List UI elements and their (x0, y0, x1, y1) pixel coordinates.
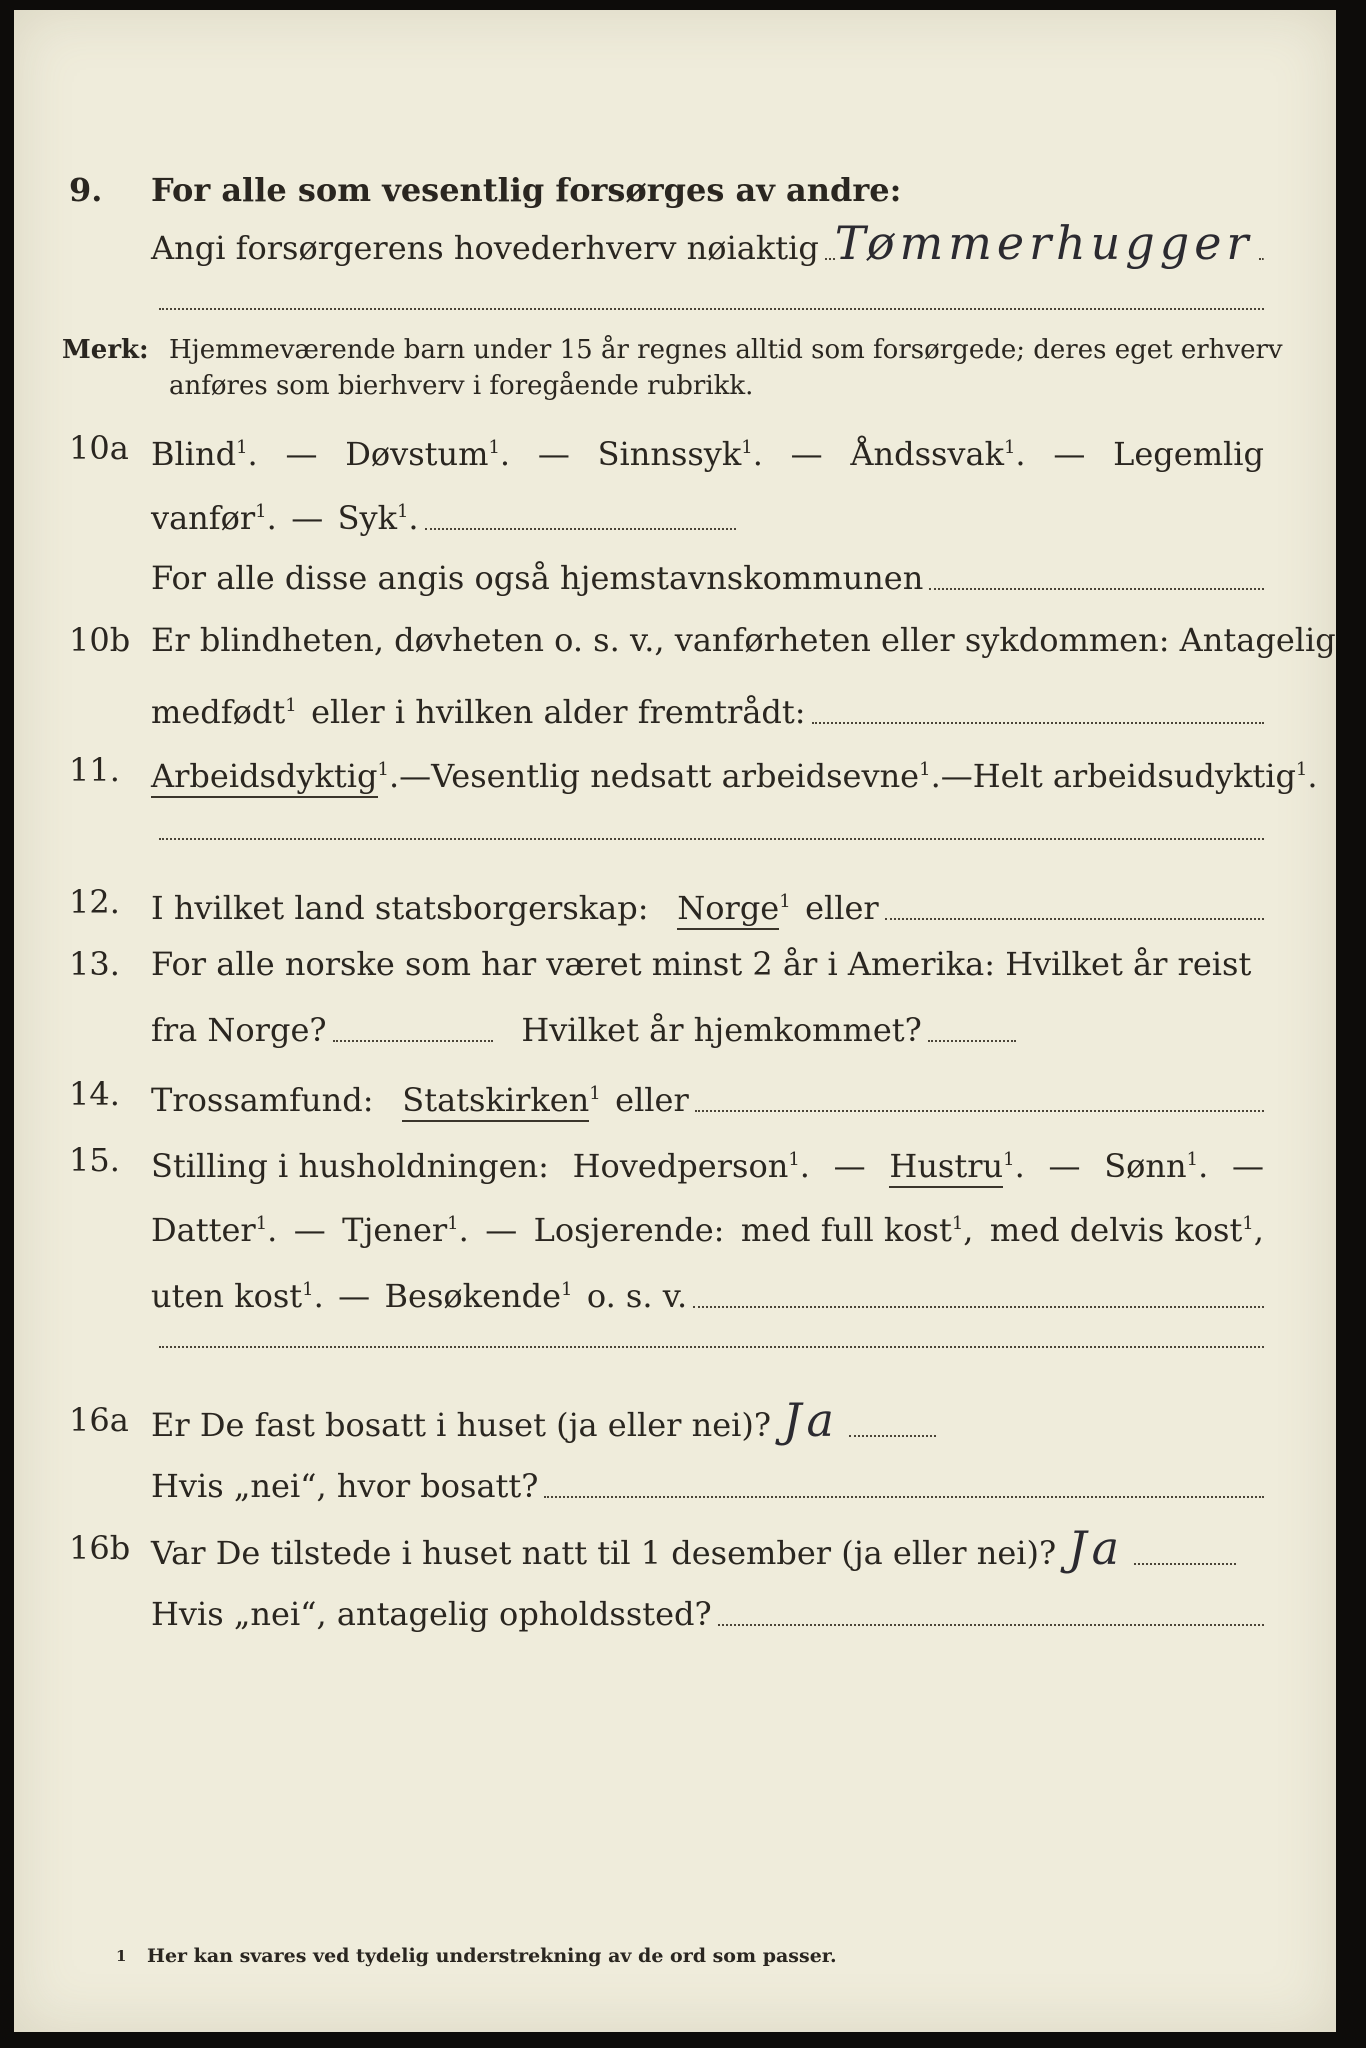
opt-besokende (385, 1270, 573, 1316)
text-segment: Blind (151, 435, 237, 473)
dotted-fill-line (695, 1110, 1264, 1112)
q9-number: 9. (69, 171, 103, 209)
footnote-superscript: 1 (377, 759, 389, 780)
q16a-hvis-nei: Hvis „nei“, hvor bosatt? (151, 1467, 539, 1505)
note-line-2: anføres som bierhverv i foregående rubrikk. (169, 371, 754, 401)
opt-vanfor: vanfør$^1$. (151, 499, 277, 537)
opt-andssvak: Åndssvak$^1$. (850, 435, 1026, 473)
opt-legemlig: Legemlig (1113, 435, 1264, 473)
opt-full-kost: med full kost$^1$, (740, 1211, 974, 1249)
text-segment: med delvis kost (989, 1211, 1243, 1249)
q15-prompt: Stilling i husholdningen: (151, 1147, 549, 1185)
q10a-number: 10a (69, 429, 129, 467)
text-segment: Åndssvak (850, 435, 1004, 473)
footnote-superscript: 1 (779, 891, 791, 912)
footnote-superscript: 1 (1295, 759, 1308, 780)
opt-tjener: Tjener$^1$. (342, 1211, 469, 1249)
dotted-fill-line (1134, 1563, 1236, 1565)
opt-blind: Blind$^1$. (151, 435, 258, 473)
dotted-fill-line (812, 722, 1264, 724)
q10a-hjemstavn: For alle disse angis også hjemstavnskommunen (151, 559, 924, 597)
q12-tail: eller (805, 889, 879, 927)
dotted-fill-line (885, 918, 1264, 920)
text-segment: Datter (151, 1211, 256, 1249)
q14-prompt: Trossamfund: (151, 1081, 374, 1119)
text-segment: Døvstum (345, 435, 489, 473)
footnote-superscript: 1 (396, 501, 409, 522)
dash-separator: — (790, 435, 823, 473)
q12-prompt: I hvilket land statsborgerskap: (151, 889, 649, 927)
q9-answer[interactable]: Tømmerhugger (834, 216, 1254, 270)
footnote-superscript: 1 (447, 1213, 459, 1234)
q11-blank-line (159, 838, 1264, 840)
text-segment: Hustru$^1$. (889, 1140, 1024, 1186)
footnote-text: Her kan svares ved tydelig understrekning av de ord som passer. (147, 1945, 837, 1967)
dash-separator: — (291, 499, 324, 537)
note-line-1: Hjemmeværende barn under 15 år regnes alltid som forsørgede; deres eget erhverv (169, 335, 1283, 365)
q16b-prompt: Var De tilstede i huset natt til 1 desember (ja eller nei)? (151, 1534, 1057, 1572)
opt-syk: Syk$^1$. (337, 499, 419, 537)
dotted-fill-line (849, 1435, 936, 1437)
q12-number: 12. (69, 883, 120, 921)
dotted-fill-line (333, 1040, 493, 1042)
opt-hustru-underlined[interactable]: Hustru (889, 1147, 1003, 1188)
dotted-fill-line (928, 1040, 1016, 1042)
opt-hovedperson: Hovedperson$^1$. (572, 1147, 810, 1185)
text-segment: Tjener (342, 1211, 448, 1249)
q16b-hvis-nei: Hvis „nei“, antagelig opholdssted? (151, 1595, 712, 1633)
text-segment: Arbeidsdyktig$^1$. (151, 750, 399, 796)
q16b-number: 16b (69, 1529, 131, 1567)
q16a-answer[interactable]: Ja (783, 1393, 839, 1447)
opt-sinnssyk: Sinnssyk$^1$. (597, 435, 763, 473)
dotted-fill-line (929, 588, 1264, 590)
q14-tail: eller (615, 1081, 689, 1119)
footnote-superscript: 1 (1003, 437, 1016, 458)
dash-separator: — (833, 1147, 866, 1185)
q14-number: 14. (69, 1075, 120, 1113)
dash-separator: — (285, 435, 318, 473)
q10a-syk-line (425, 528, 736, 530)
footnote-superscript: 1 (788, 1149, 800, 1170)
dotted-fill-line (693, 1306, 1264, 1308)
opt-statskirken-underlined[interactable]: Statskirken (402, 1081, 589, 1122)
dash-separator: — (1053, 435, 1086, 473)
footnote-superscript: 1 (919, 759, 931, 780)
q9-answer-line (1259, 258, 1264, 260)
dash-separator: — (1048, 1147, 1081, 1185)
text-segment: med full kost (740, 1211, 952, 1249)
q9-prompt: Angi forsørgerens hovederhverv nøiaktig (151, 229, 819, 267)
dotted-fill-line (825, 258, 835, 260)
text-segment (677, 882, 790, 928)
dotted-fill-line (718, 1624, 1264, 1626)
opt-datter: Datter$^1$. (151, 1211, 278, 1249)
footnote-superscript: 1 (488, 437, 500, 458)
q15-number: 15. (69, 1141, 120, 1179)
dash-separator: — (338, 1277, 371, 1315)
footnote-superscript: 1 (255, 501, 267, 522)
text-segment: Sønn (1104, 1147, 1187, 1185)
q13-line-1: For alle norske som har været minst 2 år i Amerika: Hvilket år reist (151, 945, 1252, 983)
text-segment: Besøkende (384, 1277, 562, 1315)
footnote-superscript: 1 (255, 1213, 268, 1234)
footnote-superscript: 1 (589, 1083, 601, 1104)
text-segment: Helt arbeidsudyktig (972, 757, 1296, 795)
dash-separator: — (537, 435, 570, 473)
footnote-superscript: 1 (561, 1279, 573, 1300)
opt-nedsatt: Vesentlig nedsatt arbeidsevne$^1$. (431, 757, 941, 795)
footnote-mark: 1 (116, 1947, 127, 1965)
footnote-superscript: 1 (951, 1213, 964, 1234)
q15-osv: o. s. v. (586, 1277, 688, 1315)
opt-udyktig: Helt arbeidsudyktig$^1$. (972, 757, 1318, 795)
footnote-superscript: 1 (1186, 1149, 1199, 1170)
q16b-answer[interactable]: Ja (1068, 1521, 1125, 1575)
footnote-superscript: 1 (1003, 1149, 1015, 1170)
text-segment: Sinnssyk (597, 435, 742, 473)
q10b-number: 10b (69, 621, 131, 659)
dash-separator: — (293, 1211, 326, 1249)
opt-medfodt (151, 686, 297, 732)
footnote-superscript: 1 (1242, 1213, 1254, 1234)
q13-number: 13. (69, 945, 120, 983)
note-label: Merk: (62, 335, 149, 365)
opt-sonn: Sønn$^1$. (1104, 1147, 1209, 1185)
q11-number: 11. (69, 751, 120, 789)
text-segment: vanfør (151, 499, 256, 537)
q15-losjerende: Losjerende: (533, 1211, 725, 1249)
q10b-line-1: Er blindheten, døvheten o. s. v., vanførheten eller sykdommen: Antagelig (151, 621, 1336, 659)
q10b-line-2: eller i hvilken alder fremtrådt: (311, 693, 806, 731)
text-segment (402, 1074, 600, 1120)
dash-separator: — (399, 757, 432, 795)
footnote-superscript: 1 (285, 695, 297, 716)
opt-norge-underlined[interactable]: Norge (677, 889, 779, 930)
q16a-number: 16a (69, 1401, 129, 1439)
text-segment: Hovedperson (572, 1147, 789, 1185)
q13-reist: fra Norge? (151, 1011, 327, 1049)
dash-separator: — (1231, 1147, 1264, 1185)
opt-uten-kost: uten kost$^1$. (151, 1277, 324, 1315)
q9-title: For alle som vesentlig forsørges av andre: (151, 171, 902, 209)
q15-blank-line (159, 1346, 1264, 1348)
dotted-fill-line (544, 1496, 1264, 1498)
dash-separator: — (485, 1211, 518, 1249)
form-page (14, 10, 1336, 2032)
text-segment: medfødt (151, 693, 286, 731)
q9-blank-line (159, 308, 1264, 310)
q16a-prompt: Er De fast bosatt i huset (ja eller nei)? (151, 1406, 772, 1444)
text-segment: uten kost (151, 1277, 303, 1315)
footnote-superscript: 1 (236, 437, 248, 458)
footnote-superscript: 1 (741, 437, 753, 458)
text-segment: Syk (337, 499, 397, 537)
dash-separator: — (940, 757, 973, 795)
q13-hjemkommet: Hvilket år hjemkommet? (521, 1011, 922, 1049)
text-segment: Vesentlig nedsatt arbeidsevne (431, 757, 920, 795)
opt-dovstum: Døvstum$^1$. (345, 435, 511, 473)
footnote-superscript: 1 (302, 1279, 314, 1300)
opt-delvis-kost: med delvis kost$^1$, (989, 1211, 1264, 1249)
opt-arbeidsdyktig-underlined[interactable]: Arbeidsdyktig (151, 757, 378, 798)
